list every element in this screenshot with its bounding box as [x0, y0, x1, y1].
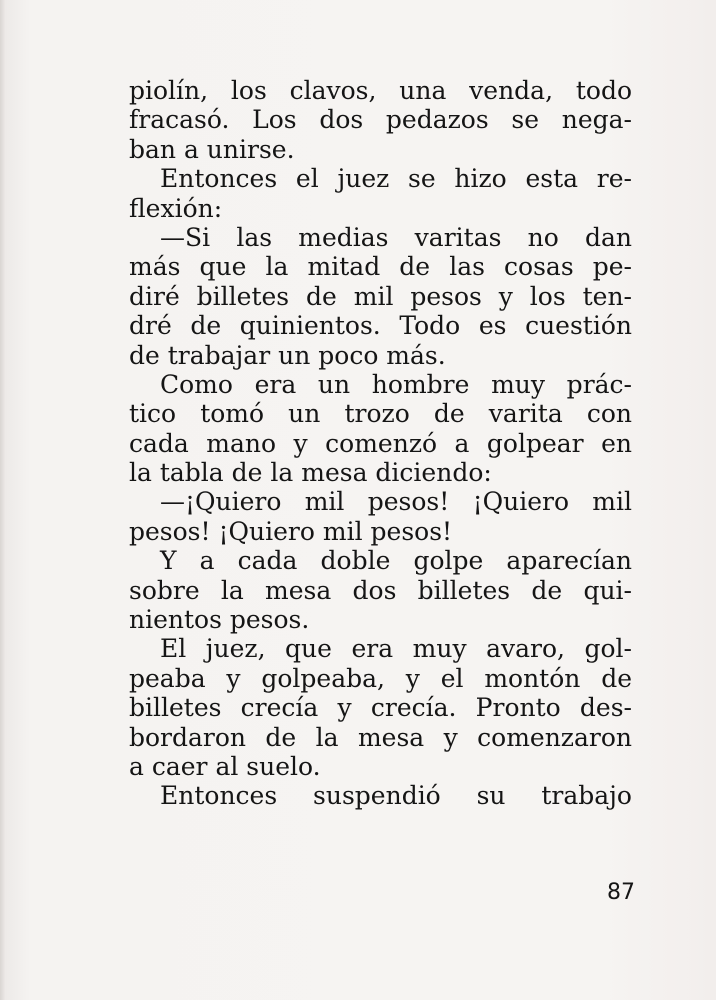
text-line: diré billetes de mil pesos y los ten-: [129, 281, 632, 311]
text-line: El juez, que era muy avaro, gol-: [160, 634, 632, 664]
text-line: —¡Quiero mil pesos! ¡Quiero mil: [160, 487, 632, 517]
text-line: bordaron de la mesa y comenzaron: [129, 722, 632, 752]
text-line: dré de quinientos. Todo es cuestión: [129, 311, 632, 341]
text-line: tico tomó un trozo de varita con: [129, 399, 632, 429]
text-line: la tabla de la mesa diciendo:: [129, 458, 492, 488]
text-line: Como era un hombre muy prác-: [160, 369, 632, 399]
text-line: Entonces suspendió su trabajo: [160, 781, 632, 811]
text-line: sobre la mesa dos billetes de qui-: [129, 575, 632, 605]
text-line: Y a cada doble golpe aparecían: [160, 546, 632, 576]
text-line: flexión:: [129, 193, 223, 223]
text-line: más que la mitad de las cosas pe-: [129, 252, 632, 282]
text-line: fracasó. Los dos pedazos se nega-: [129, 105, 632, 135]
text-line: cada mano y comenzó a golpear en: [129, 428, 632, 458]
text-line: —Si las medias varitas no dan: [160, 222, 632, 252]
text-line: pesos! ¡Quiero mil pesos!: [129, 516, 453, 546]
text-line: a caer al suelo.: [129, 751, 321, 781]
text-line: billetes crecía y crecía. Pronto des-: [129, 693, 632, 723]
text-line: Entonces el juez se hizo esta re-: [160, 164, 632, 194]
text-line: peaba y golpeaba, y el montón de: [129, 663, 632, 693]
page-number: 87: [607, 880, 635, 905]
page-left-edge: [0, 0, 6, 1000]
text-line: de trabajar un poco más.: [129, 340, 446, 370]
text-line: piolín, los clavos, una venda, todo: [129, 76, 632, 105]
body-text: [129, 76, 632, 811]
text-line: ban a unirse.: [129, 134, 295, 164]
text-line: nientos pesos.: [129, 605, 310, 635]
